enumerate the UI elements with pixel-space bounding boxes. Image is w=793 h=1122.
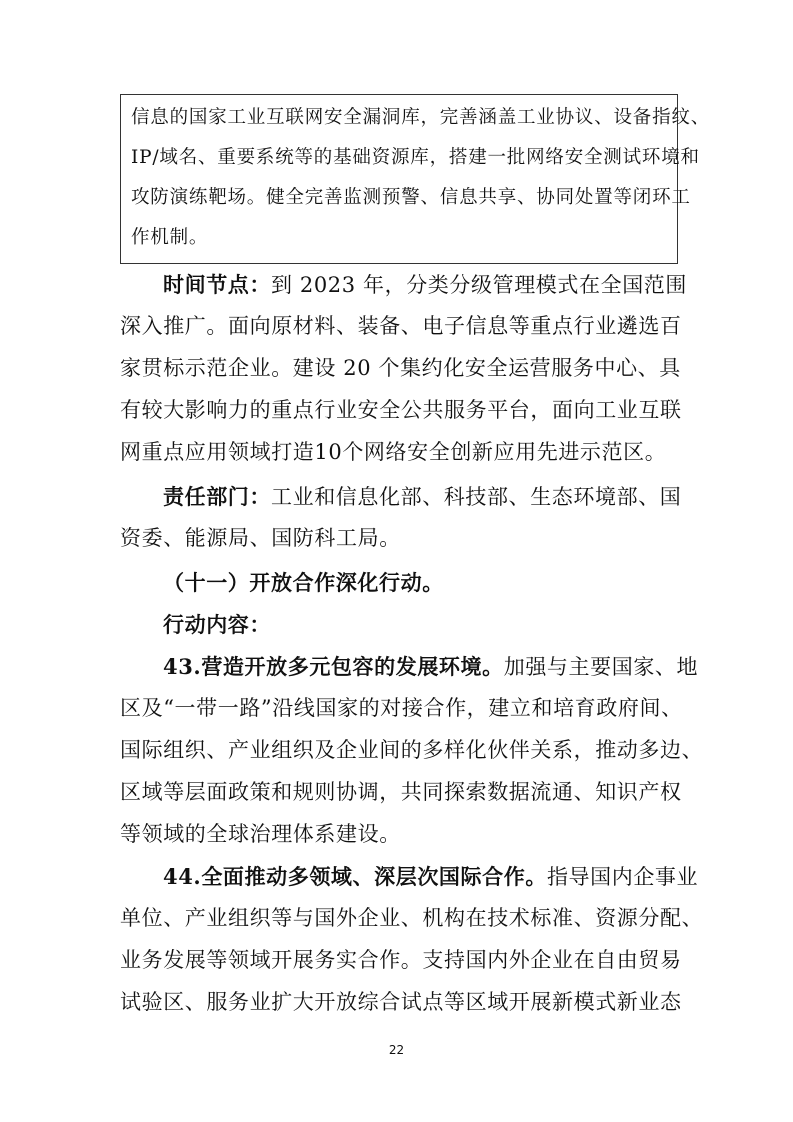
timeline-label: 时间节点： (163, 272, 271, 297)
page-number: 22 (388, 1043, 405, 1057)
boxed-note (120, 94, 711, 264)
item43-first-line (163, 656, 698, 678)
section-heading: （十一）开放合作深化行动。 (163, 570, 444, 595)
item44-title: 44.全面推动多领域、深层次国际合作。 (163, 864, 547, 889)
item43-line: 等领域的全球治理体系建设。 (120, 822, 401, 846)
item43-title: 43.营造开放多元包容的发展环境。 (163, 654, 504, 679)
box-line: 信息的国家工业互联网安全漏洞库，完善涵盖工业协议、设备指纹、 (131, 107, 711, 128)
timeline-first-line (163, 274, 687, 296)
action-label: 行动内容： (163, 612, 271, 637)
item44-first-line (163, 866, 698, 888)
responsibility-first-line (163, 486, 681, 508)
item43-text: 加强与主要国家、地 (503, 655, 699, 679)
item43-line: 区域等层面政策和规则协调，共同探索数据流通、知识产权 (120, 780, 682, 804)
item44-text: 指导国内企事业 (546, 865, 699, 889)
box-line: 攻防演练靶场。健全完善监测预警、信息共享、协同处置等闭环工 (131, 187, 691, 208)
timeline-line: 家贯标示范企业。建设 20 个集约化安全运营服务中心、具 (120, 356, 681, 380)
timeline-line: 深入推广。面向原材料、装备、电子信息等重点行业遴选百 (120, 314, 682, 338)
item44-line: 试验区、服务业扩大开放综合试点等区域开展新模式新业态 (120, 990, 682, 1014)
item44-line: 业务发展等领域开展务实合作。支持国内外企业在自由贸易 (120, 948, 682, 972)
item43-line: 国际组织、产业组织及企业间的多样化伙伴关系，推动多边、 (120, 738, 704, 762)
timeline-line: 网重点应用领域打造10个网络安全创新应用先进示范区。 (120, 440, 667, 464)
timeline-line: 有较大影响力的重点行业安全公共服务平台，面向工业互联 (120, 398, 682, 422)
timeline-text: 到 2023 年，分类分级管理模式在全国范围 (271, 273, 687, 297)
box-line: 作机制。 (131, 227, 209, 248)
box-line: IP/域名、重要系统等的基础资源库，搭建一批网络安全测试环境和 (131, 147, 700, 168)
item44-line: 单位、产业组织等与国外企业、机构在技术标准、资源分配、 (120, 906, 704, 930)
responsibility-label: 责任部门： (163, 484, 271, 509)
item43-line: 区及“一带一路”沿线国家的对接合作，建立和培育政府间、 (120, 696, 683, 720)
responsibility-line: 资委、能源局、国防科工局。 (120, 526, 401, 550)
responsibility-text: 工业和信息化部、科技部、生态环境部、国 (271, 485, 682, 509)
